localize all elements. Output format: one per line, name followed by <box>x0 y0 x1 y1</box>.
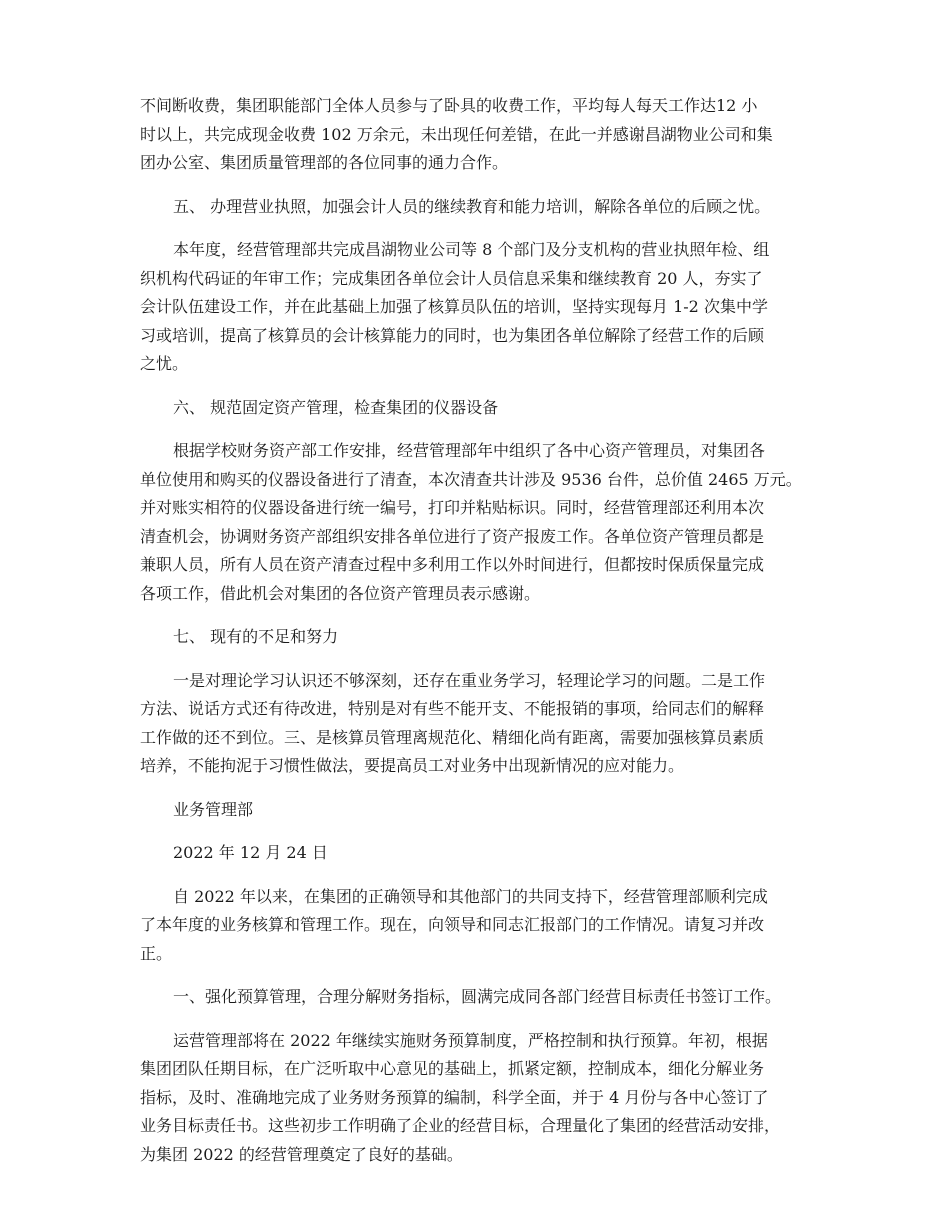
text-line: 织机构代码证的年审工作；完成集团各单位会计人员信息采集和继续教育 20 人，夯实了 <box>140 268 763 288</box>
department-name: 业务管理部 <box>173 799 254 819</box>
text-line: 正。 <box>140 943 173 963</box>
section-heading-six <box>140 394 840 423</box>
text-line: 不间断收费，集团职能部门全体人员参与了卧具的收费工作，平均每人每天工作达12 小 <box>140 96 758 115</box>
heading-text: 六、 规范固定资产管理，检查集团的仪器设备 <box>173 397 499 417</box>
text-line: 单位使用和购买的仪器设备进行了清查，本次清查共计涉及 9536 台件，总价值 2465 万元。 <box>140 469 802 489</box>
text-line: 业务目标责任书。这些初步工作明确了企业的经营目标，合理量化了集团的经营活动安排， <box>140 1116 781 1135</box>
text-line: 会计队伍建设工作，并在此基础上加强了核算员队伍的培训，坚持实现每月 1-2 次集中学 <box>140 297 768 316</box>
text-line: 了本年度的业务核算和管理工作。现在，向领导和同志汇报部门的工作情况。请复习并改 <box>140 915 765 934</box>
text-line: 习或培训，提高了核算员的会计核算能力的同时，也为集团各单位解除了经营工作的后顾 <box>140 325 765 345</box>
text-line: 清查机会，协调财务资产部组织安排各单位进行了资产报废工作。各单位资产管理员都是 <box>140 526 765 546</box>
paragraph-introduction <box>140 883 840 969</box>
paragraph-budget <box>140 1027 840 1170</box>
section-heading-five <box>140 193 840 222</box>
text-line: 集团团队任期目标，在广泛听取中心意见的基础上，抓紧定额，控制成本，细化分解业务 <box>140 1059 765 1078</box>
text-line: 并对账实相符的仪器设备进行统一编号，打印并粘贴标识。同时，经营管理部还利用本次 <box>140 498 765 517</box>
text-line: 运营管理部将在 2022 年继续实施财务预算制度，严格控制和执行预算。年初，根据 <box>173 1030 768 1050</box>
heading-text: 五、 办理营业执照，加强会计人员的继续教育和能力培训，解除各单位的后顾之忧。 <box>173 196 771 216</box>
section-heading-one <box>140 983 840 1012</box>
heading-text: 一、强化预算管理，合理分解财务指标，圆满完成同各部门经营目标责任书签订工作。 <box>173 987 782 1006</box>
signature-department <box>140 796 840 825</box>
text-line: 兼职人员，所有人员在资产清查过程中多利用工作以外时间进行，但都按时保质保量完成 <box>140 555 765 574</box>
text-line: 根据学校财务资产部工作安排，经营管理部年中组织了各中心资产管理员，对集团各 <box>173 441 766 460</box>
signature-date <box>140 839 840 868</box>
text-line: 一是对理论学习认识还不够深刻，还存在重业务学习，轻理论学习的问题。二是工作 <box>173 670 766 690</box>
text-line: 之忧。 <box>140 354 189 373</box>
heading-text: 七、 现有的不足和努力 <box>173 627 339 646</box>
text-line: 自 2022 年以来，在集团的正确领导和其他部门的共同支持下，经营管理部顺利完成 <box>173 886 768 906</box>
document-body <box>140 92 840 1184</box>
text-line: 团办公室、集团质量管理部的各位同事的通力合作。 <box>140 153 509 172</box>
paragraph-asset-inventory <box>140 437 840 608</box>
date-text: 2022 年 12 月 24 日 <box>173 843 328 862</box>
text-line: 工作做的还不到位。三、是核算员管理离规范化、精细化尚有距离，需要加强核算员素质 <box>140 727 765 747</box>
section-heading-seven <box>140 623 840 652</box>
text-line: 时以上，共完成现金收费 102 万余元，未出现任何差错，在此一并感谢昌湖物业公司和集 <box>140 124 773 144</box>
paragraph-business-license <box>140 236 840 379</box>
paragraph-shortcomings <box>140 667 840 781</box>
text-line: 各项工作，借此机会对集团的各位资产管理员表示感谢。 <box>140 583 541 603</box>
text-line: 本年度，经营管理部共完成昌湖物业公司等 8 个部门及分支机构的营业执照年检、组 <box>173 240 770 259</box>
paragraph-fee-collection <box>140 92 840 178</box>
text-line: 方法、说话方式还有待改进，特别是对有些不能开支、不能报销的事项，给同志们的解释 <box>140 699 765 718</box>
text-line: 为集团 2022 的经营管理奠定了良好的基础。 <box>140 1144 463 1164</box>
text-line: 培养，不能拘泥于习惯性做法，要提高员工对业务中出现新情况的应对能力。 <box>140 756 685 775</box>
text-line: 指标，及时、准确地完成了业务财务预算的编制，科学全面，并于 4 月份与各中心签订了 <box>140 1087 769 1107</box>
